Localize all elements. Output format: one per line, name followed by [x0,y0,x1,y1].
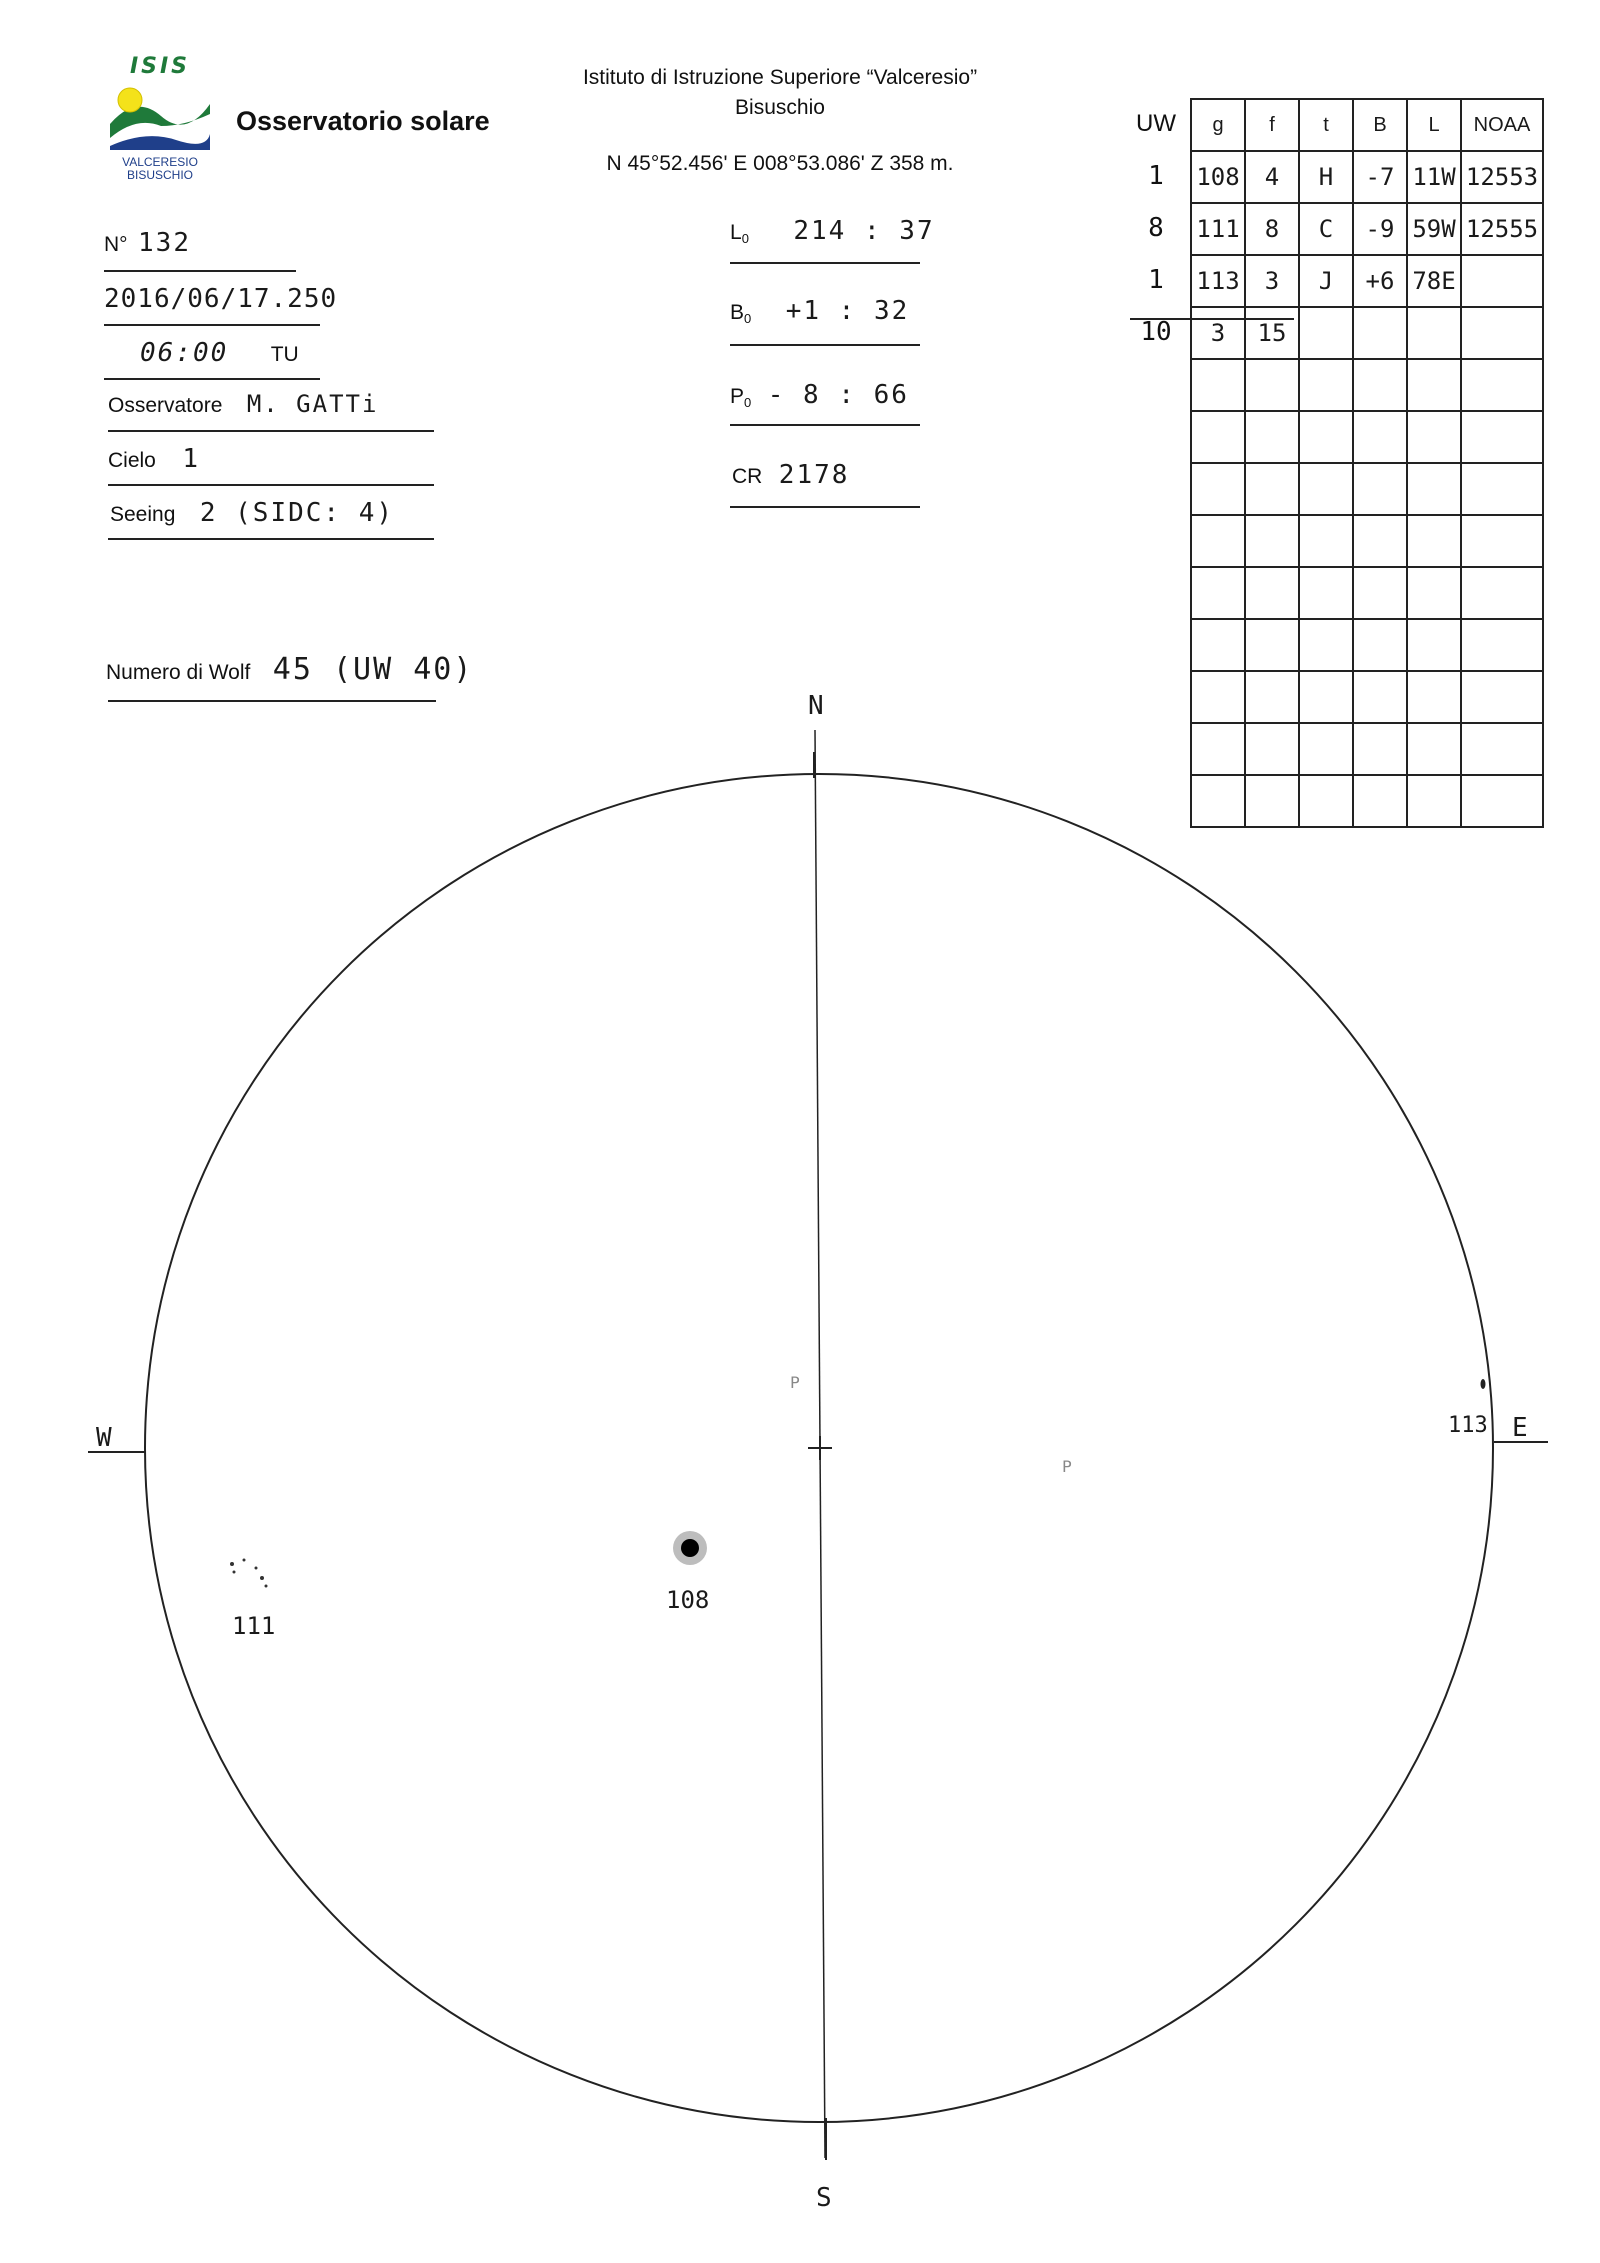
cell-f: 3 [1245,255,1299,307]
institute-name: Istituto di Istruzione Superiore “Valceresio” [582,66,978,89]
group-108-label: 108 [666,1586,710,1614]
facula-mark: P [1062,1457,1072,1476]
number-label: N° [104,233,128,256]
uw-value: 8 [1148,213,1164,243]
l0-subscript: 0 [741,231,749,247]
uw-total: 10 [1140,317,1172,347]
sky-label: Cielo [108,449,156,472]
header-t: t [1299,99,1353,151]
logo-wordmark: ISIS [129,54,191,79]
time-unit: TU [270,343,299,366]
cell-b: -9 [1353,203,1407,255]
l0-value: 214 : 37 [793,216,935,246]
uw-value: 1 [1148,161,1164,191]
observatory-title: Osservatorio solare [236,106,490,136]
umbra-group-108 [681,1539,699,1557]
cell-f: 4 [1245,151,1299,203]
header-noaa: NOAA [1461,99,1543,151]
header-f: f [1245,99,1299,151]
cell-t: J [1299,255,1353,307]
cell-g: 111 [1191,203,1245,255]
header-g: g [1191,99,1245,151]
cell-t: H [1299,151,1353,203]
cell-g: 113 [1191,255,1245,307]
cell-t: C [1299,203,1353,255]
spot-group-113 [1481,1379,1486,1389]
group-113-label: 113 [1448,1413,1488,1438]
b0-value: +1 : 32 [785,296,910,326]
header-b: B [1353,99,1407,151]
institute-town: Bisuschio [735,96,825,119]
west-label: W [96,1423,112,1453]
cr-value: 2178 [778,460,850,490]
observation-date: 2016/06/17.250 [104,284,338,314]
seeing-value: 2 (SIDC: 4) [199,498,395,528]
south-label: S [816,2183,832,2213]
facula-mark: P [790,1373,800,1392]
observer-label: Osservatore [108,394,223,417]
cell-b: +6 [1353,255,1407,307]
site-coordinates: N 45°52.456' E 008°53.086' Z 358 m. [606,152,954,175]
l0-label: L [730,221,742,244]
wolf-label: Numero di Wolf [106,661,251,684]
observer-value: M. GATTi [246,390,379,418]
number-value: 132 [138,228,191,258]
b0-label: B [730,301,745,324]
p0-subscript: 0 [744,395,752,411]
cr-label: CR [732,465,763,488]
sky-value: 1 [182,444,200,474]
group-111-label: 111 [232,1612,276,1640]
cell-f-total: 15 [1245,307,1299,359]
east-label: E [1512,1413,1528,1443]
cell-b: -7 [1353,151,1407,203]
uw-value: 1 [1148,265,1164,295]
logo-caption-line2: BISUSCHIO [126,168,193,182]
logo-caption-line1: VALCERESIO [122,155,198,169]
north-label: N [808,691,824,721]
p0-label: P [730,385,745,408]
cell-l: 11W [1407,151,1461,203]
b0-subscript: 0 [744,311,752,327]
wolf-value: 45 (UW 40) [272,652,474,687]
cell-noaa: 12555 [1461,203,1543,255]
cell-g: 108 [1191,151,1245,203]
cell-f: 8 [1245,203,1299,255]
seeing-label: Seeing [110,503,176,526]
cell-l: 59W [1407,203,1461,255]
header-l: L [1407,99,1461,151]
cell-noaa: 12553 [1461,151,1543,203]
cell-g-total: 3 [1191,307,1245,359]
time-value: 06:00 [140,338,229,368]
spots-group-111 [230,1559,268,1588]
cell-l: 78E [1407,255,1461,307]
uw-header: UW [1136,110,1176,137]
p0-value: - 8 : 66 [767,380,909,410]
